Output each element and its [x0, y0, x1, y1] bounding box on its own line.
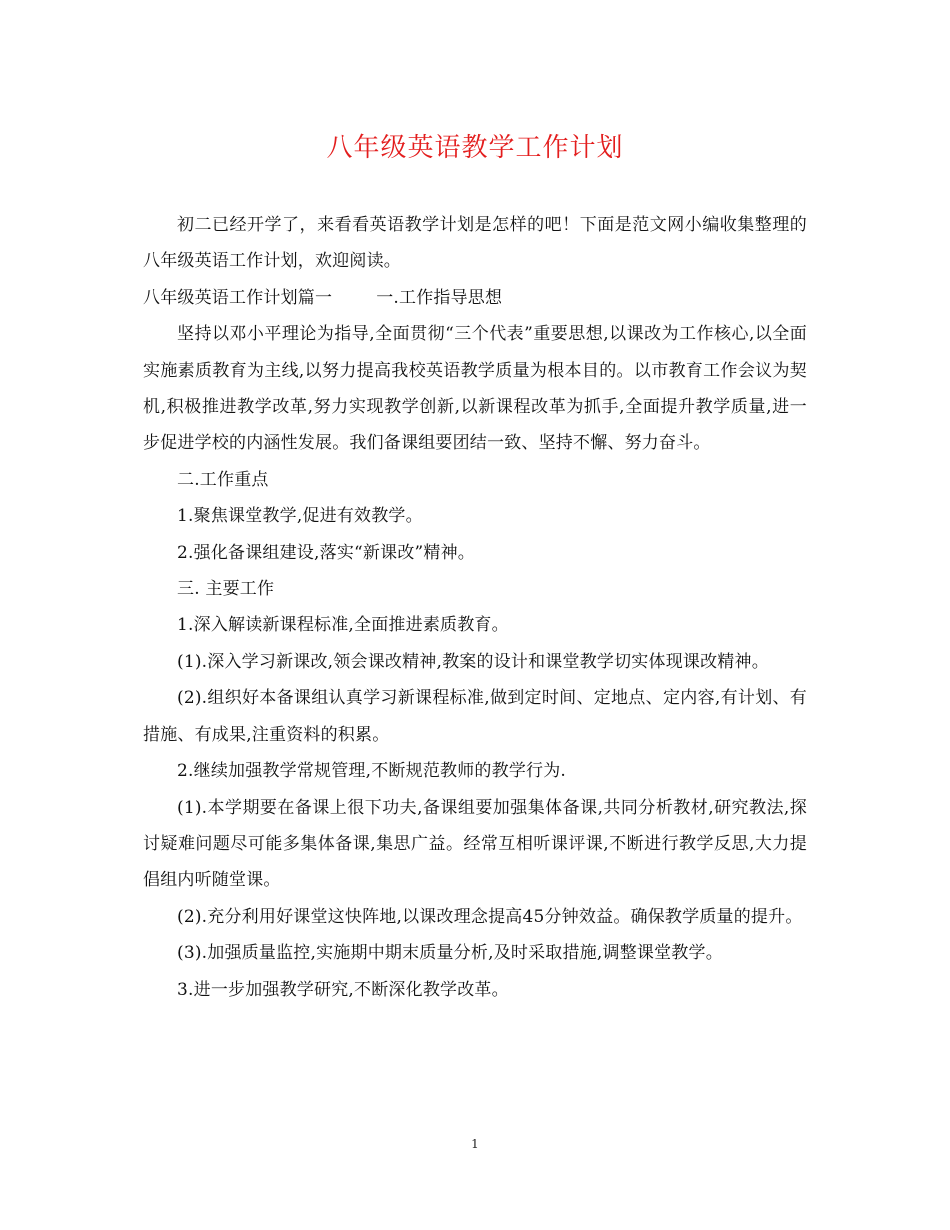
paragraph-guiding-thought: 坚持以邓小平理论为指导,全面贯彻“三个代表”重要思想,以课改为工作核心,以全面实施素质教育为主线,以努力提高我校英语教学质量为根本目的。以市教育工作会议为契机,积极推进教学改革,努力实现教学创新,以新课程改革为抓手,全面提升教学质量,进一步促进学校的内涵性发展。我们备课组要团结一致、坚持不懈、努力奋斗。 — [143, 324, 807, 454]
heading-gap — [332, 280, 376, 316]
main-work-subitem-2-3: (3).加强质量监控,实施期中期末质量分析,及时采取措施,调整课堂教学。 — [177, 943, 723, 964]
heading-main-work: 三. 主要工作 — [177, 579, 275, 600]
section-heading-left: 八年级英语工作计划篇一 — [143, 287, 333, 308]
main-work-item-1: 1.深入解读新课程标准,全面推进素质教育。 — [177, 615, 509, 636]
page-number: 1 — [471, 1137, 479, 1151]
main-work-subitem-2-2: (2).充分利用好课堂这快阵地,以课改理念提高45分钟效益。确保教学质量的提升。 — [177, 906, 803, 927]
main-work-subitem-2-1: (1).本学期要在备课上很下功夫,备课组要加强集体备课,共同分析教材,研究教法,探讨疑难问题尽可能多集体备课,集思广益。经常互相听课评课,不断进行教学反思,大力提倡组内听随堂课。 — [143, 797, 807, 891]
heading-work-focus: 二.工作重点 — [177, 469, 269, 490]
main-work-subitem-1-2: (2).组织好本备课组认真学习新课程标准,做到定时间、定地点、定内容,有计划、有措施、有成果,注重资料的积累。 — [143, 688, 807, 745]
main-work-subitem-1-1: (1).深入学习新课改,领会课改精神,教案的设计和课堂教学切实体现课改精神。 — [177, 651, 769, 672]
document-title: 八年级英语教学工作计划 — [326, 133, 624, 163]
focus-item-2: 2.强化备课组建设,落实“新课改”精神。 — [177, 542, 476, 563]
document-body — [143, 207, 807, 1008]
main-work-item-2: 2.继续加强教学常规管理,不断规范教师的教学行为. — [177, 761, 567, 782]
section-heading-right: 一.工作指导思想 — [376, 287, 503, 308]
main-work-item-3: 3.进一步加强教学研究,不断深化教学改革。 — [177, 979, 509, 1000]
focus-item-1: 1.聚焦课堂教学,促进有效教学。 — [177, 506, 423, 527]
intro-paragraph: 初二已经开学了，来看看英语教学计划是怎样的吧！下面是范文网小编收集整理的八年级英语工作计划，欢迎阅读。 — [143, 215, 807, 272]
section-heading — [143, 280, 807, 316]
